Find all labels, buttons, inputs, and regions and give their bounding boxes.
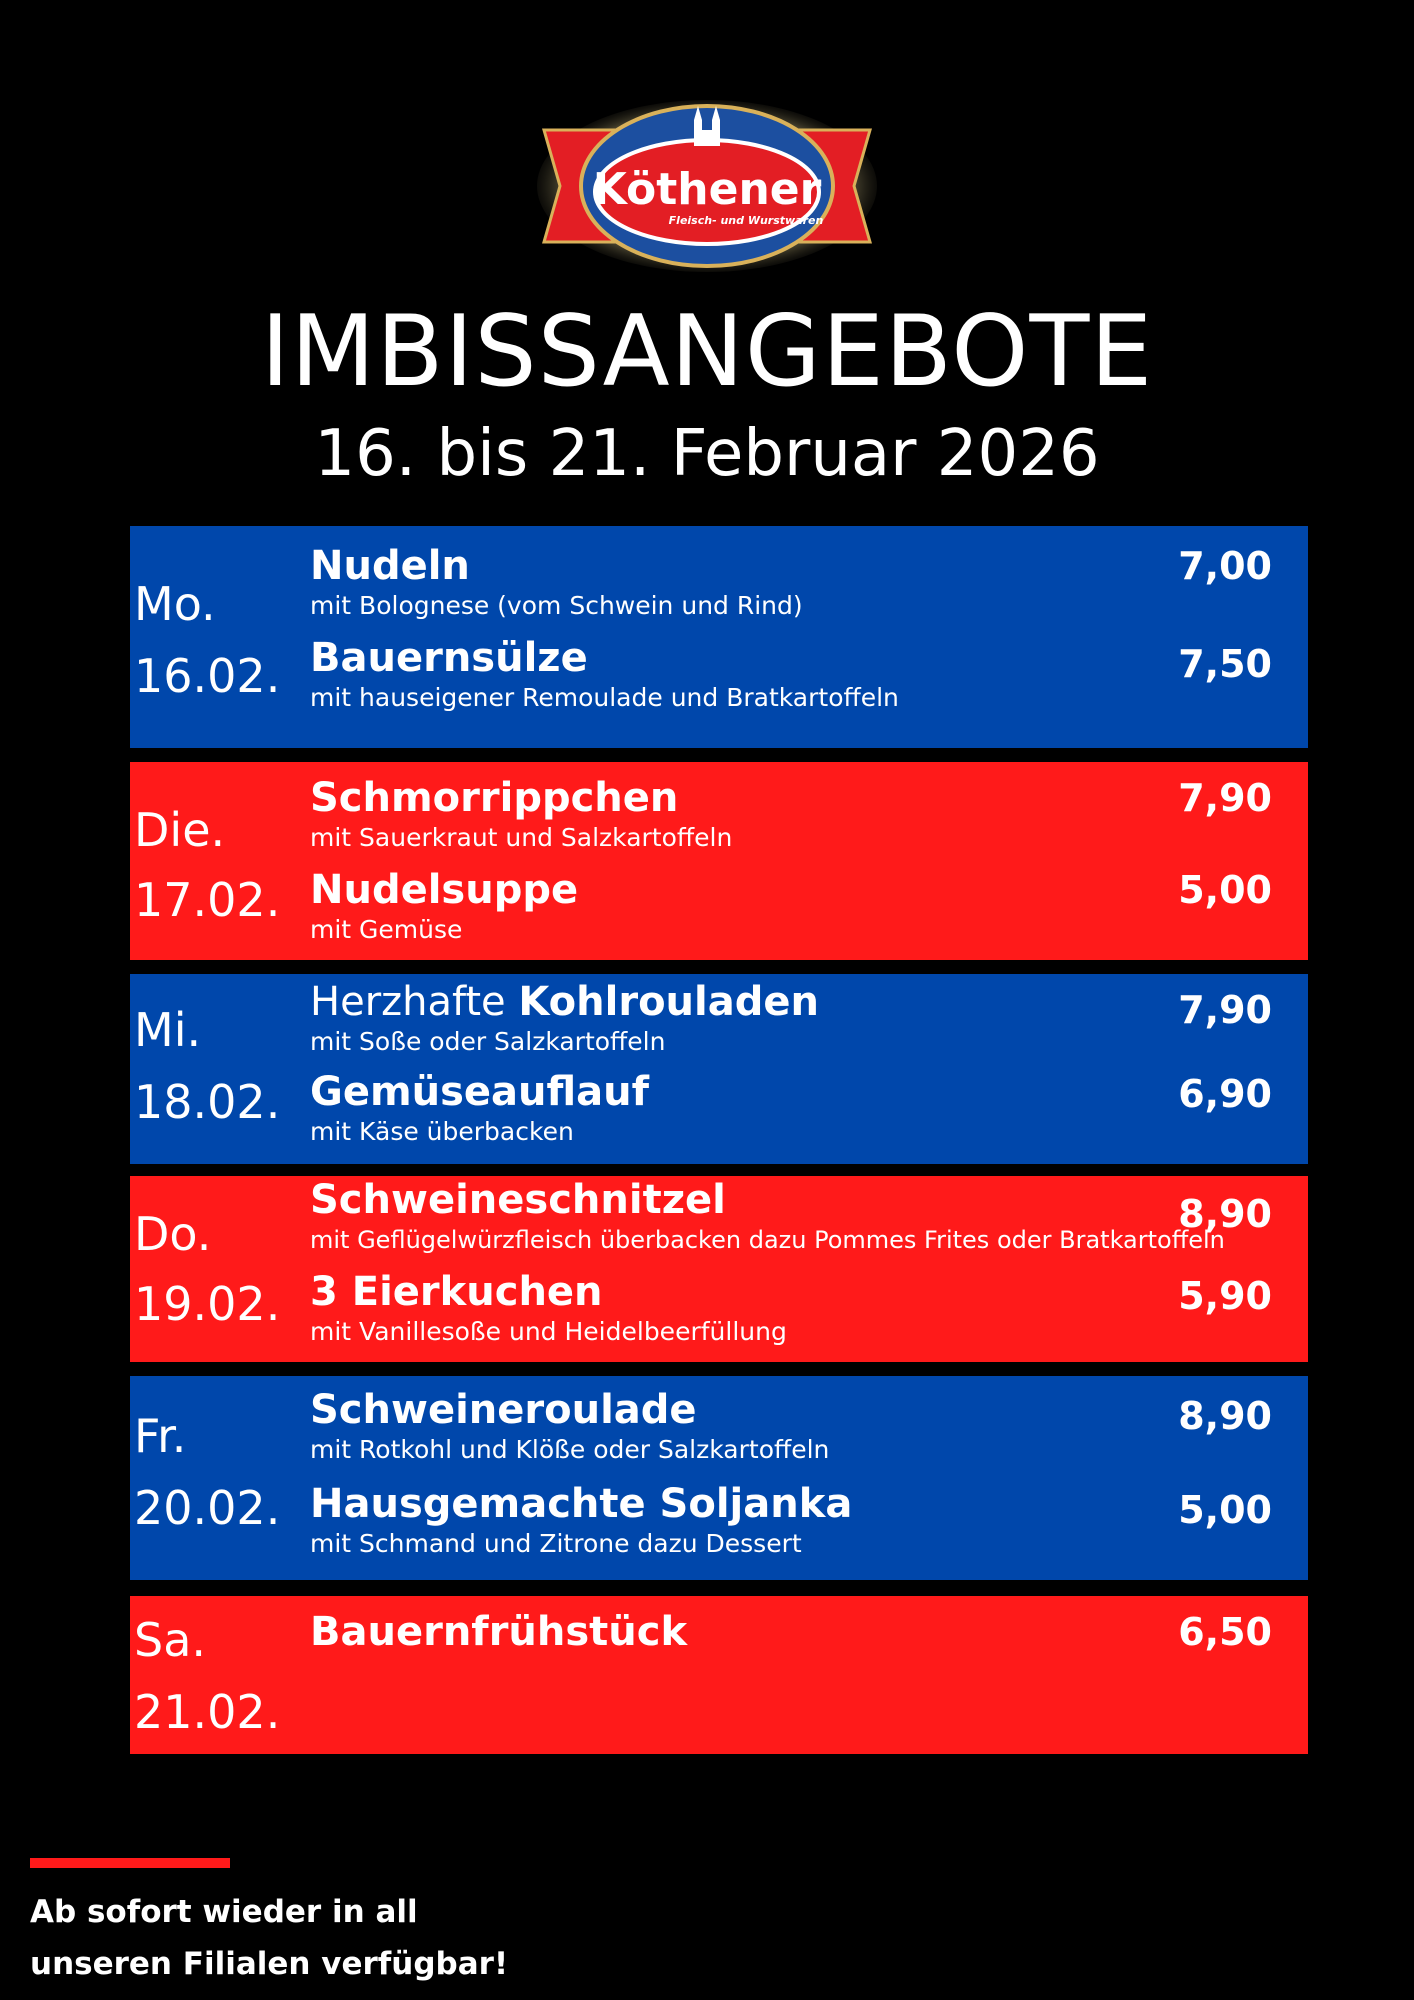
day-weekday: Do. bbox=[134, 1207, 212, 1261]
dish-price: 5,00 bbox=[1178, 868, 1272, 912]
dish-item bbox=[310, 866, 1308, 946]
day-block-monday bbox=[130, 526, 1308, 748]
day-date: 17.02. bbox=[134, 873, 281, 927]
dish-price: 7,90 bbox=[1178, 988, 1272, 1032]
footer-line: Ab sofort wieder in all bbox=[30, 1894, 418, 1930]
dish-item bbox=[310, 1608, 1308, 1656]
day-weekday: Fr. bbox=[134, 1409, 187, 1463]
day-block-friday bbox=[130, 1376, 1308, 1580]
dish-name-prefix: Herzhafte bbox=[310, 979, 519, 1025]
dish-description: mit Gemüse bbox=[310, 915, 463, 944]
day-weekday: Die. bbox=[134, 803, 226, 857]
dish-price: 8,90 bbox=[1178, 1394, 1272, 1438]
footer-line: unseren Filialen verfügbar! bbox=[30, 1946, 509, 1982]
date-range: 16. bis 21. Februar 2026 bbox=[314, 417, 1100, 491]
logo-brand-text: Köthener bbox=[592, 164, 822, 215]
day-date: 20.02. bbox=[134, 1481, 281, 1535]
dish-price: 5,90 bbox=[1178, 1274, 1272, 1318]
footer-note bbox=[30, 1886, 630, 1990]
dish-description: mit Schmand und Zitrone dazu Dessert bbox=[310, 1529, 802, 1558]
day-block-saturday bbox=[130, 1596, 1308, 1754]
logo-tagline: Fleisch- und Wurstwaren bbox=[668, 214, 824, 227]
dish-price: 7,00 bbox=[1178, 544, 1272, 588]
dish-item bbox=[310, 1268, 1308, 1348]
dish-description: mit Käse überbacken bbox=[310, 1117, 574, 1146]
dish-description: mit Bolognese (vom Schwein und Rind) bbox=[310, 591, 803, 620]
dish-description: mit Rotkohl und Klöße oder Salzkartoffeln bbox=[310, 1435, 830, 1464]
dish-name: Schweineroulade bbox=[310, 1387, 697, 1433]
day-date: 16.02. bbox=[134, 649, 281, 703]
dish-name: Schmorrippchen bbox=[310, 775, 679, 821]
dish-name bbox=[310, 978, 1308, 1026]
dish-name: Gemüseauflauf bbox=[310, 1069, 650, 1115]
dish-price: 7,90 bbox=[1178, 776, 1272, 820]
dish-price: 6,90 bbox=[1178, 1072, 1272, 1116]
day-block-wednesday bbox=[130, 974, 1308, 1164]
dish-description: mit Geflügelwürzfleisch überbacken dazu Pommes Frites oder Bratkartoffeln bbox=[310, 1226, 1225, 1254]
day-weekday: Mo. bbox=[134, 577, 216, 631]
day-block-thursday bbox=[130, 1176, 1308, 1362]
dish-item bbox=[310, 978, 1308, 1058]
dish-item bbox=[310, 774, 1308, 854]
dish-price: 8,90 bbox=[1178, 1192, 1272, 1236]
dish-item bbox=[310, 1480, 1308, 1560]
dish-name-main: Kohlrouladen bbox=[518, 979, 819, 1025]
page-title: IMBISSANGEBOTE bbox=[260, 295, 1154, 409]
dish-name: Hausgemachte Soljanka bbox=[310, 1481, 853, 1527]
day-weekday: Sa. bbox=[134, 1613, 207, 1667]
dish-name: Bauernfrühstück bbox=[310, 1609, 688, 1655]
dish-description: mit Soße oder Salzkartoffeln bbox=[310, 1027, 666, 1056]
dish-item bbox=[310, 634, 1308, 714]
dish-price: 6,50 bbox=[1178, 1610, 1272, 1654]
dish-description: mit Vanillesoße und Heidelbeerfüllung bbox=[310, 1317, 787, 1346]
day-date: 19.02. bbox=[134, 1277, 281, 1331]
dish-price: 5,00 bbox=[1178, 1488, 1272, 1532]
dish-name: Nudelsuppe bbox=[310, 867, 579, 913]
day-weekday: Mi. bbox=[134, 1003, 202, 1057]
dish-price: 7,50 bbox=[1178, 642, 1272, 686]
dish-description: mit hauseigener Remoulade und Bratkartoffeln bbox=[310, 683, 899, 712]
dish-name: 3 Eierkuchen bbox=[310, 1269, 603, 1315]
dish-item bbox=[310, 1176, 1308, 1256]
dish-item bbox=[310, 1068, 1308, 1148]
day-date: 21.02. bbox=[134, 1685, 281, 1739]
footer-accent-bar bbox=[30, 1858, 230, 1868]
logo-emblem bbox=[536, 100, 878, 272]
dish-item bbox=[310, 1386, 1308, 1466]
dish-item bbox=[310, 542, 1308, 622]
dish-name: Nudeln bbox=[310, 543, 470, 589]
brand-logo bbox=[536, 100, 878, 272]
dish-name: Schweineschnitzel bbox=[310, 1177, 726, 1223]
day-date: 18.02. bbox=[134, 1075, 281, 1129]
dish-name: Bauernsülze bbox=[310, 635, 588, 681]
day-block-tuesday bbox=[130, 762, 1308, 960]
dish-description: mit Sauerkraut und Salzkartoffeln bbox=[310, 823, 733, 852]
